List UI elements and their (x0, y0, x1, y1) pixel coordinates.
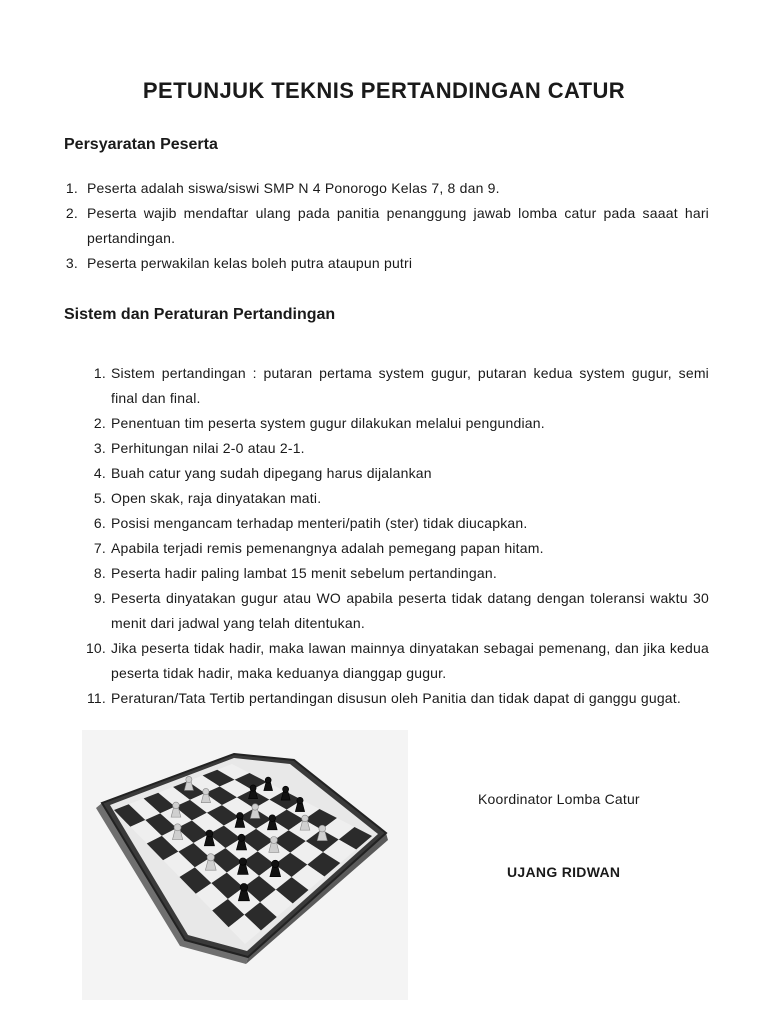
list-item (86, 586, 709, 636)
section-heading-requirements: Persyaratan Peserta (64, 136, 218, 153)
list-item (86, 486, 709, 511)
list-number: 6. (93, 515, 106, 531)
list-number: 11. (86, 690, 106, 706)
list-number: 1. (65, 180, 78, 196)
list-text: Buah catur yang sudah dipegang harus dijalankan (111, 465, 432, 481)
list-text: Jika peserta tidak hadir, maka lawan mainnya dinyatakan sebagai pemenang, dan jika kedua peserta tidak hadir, maka keduanya dianggap gugur. (111, 640, 709, 681)
list-text: Penentuan tim peserta system gugur dilakukan melalui pengundian. (111, 415, 545, 431)
list-number: 2. (93, 415, 106, 431)
list-item (64, 176, 709, 201)
list-item (86, 686, 709, 711)
list-item (86, 636, 709, 686)
list-item (86, 361, 709, 411)
list-text: Peserta adalah siswa/siswi SMP N 4 Ponorogo Kelas 7, 8 dan 9. (87, 180, 500, 196)
list-text: Peserta wajib mendaftar ulang pada panitia penanggung jawab lomba catur pada saaat hari pertandingan. (87, 205, 709, 246)
list-text: Apabila terjadi remis pemenangnya adalah pemegang papan hitam. (111, 540, 544, 556)
list-item (86, 411, 709, 436)
list-text: Peserta perwakilan kelas boleh putra ataupun putri (87, 255, 413, 271)
list-item (64, 251, 709, 276)
rules-list (86, 361, 709, 711)
list-number: 9. (93, 590, 106, 606)
list-text: Sistem pertandingan : putaran pertama system gugur, putaran kedua system gugur, semi final dan final. (111, 365, 709, 406)
section-heading-rules: Sistem dan Peraturan Pertandingan (64, 306, 336, 323)
coordinator-name: UJANG RIDWAN (507, 864, 621, 880)
coordinator-role: Koordinator Lomba Catur (478, 791, 640, 807)
chessboard-photo (82, 730, 408, 1000)
list-item (86, 436, 709, 461)
list-number: 4. (93, 465, 106, 481)
list-text: Peserta hadir paling lambat 15 menit sebelum pertandingan. (111, 565, 497, 581)
list-item (86, 461, 709, 486)
list-item (64, 201, 709, 251)
list-text: Open skak, raja dinyatakan mati. (111, 490, 322, 506)
list-number: 8. (93, 565, 106, 581)
list-item (86, 561, 709, 586)
list-number: 7. (93, 540, 106, 556)
list-number: 3. (93, 440, 106, 456)
list-text: Peraturan/Tata Tertib pertandingan disusun oleh Panitia dan tidak dapat di ganggu gugat. (111, 690, 681, 706)
requirements-list (64, 176, 709, 276)
list-item (86, 536, 709, 561)
list-text: Peserta dinyatakan gugur atau WO apabila peserta tidak datang dengan toleransi waktu 30 menit dari jadwal yang telah ditentukan. (111, 590, 709, 631)
list-text: Posisi mengancam terhadap menteri/patih (ster) tidak diucapkan. (111, 515, 528, 531)
list-item (86, 511, 709, 536)
list-number: 2. (65, 205, 78, 221)
list-number: 3. (65, 255, 78, 271)
list-text: Perhitungan nilai 2-0 atau 2-1. (111, 440, 305, 456)
list-number: 5. (93, 490, 106, 506)
list-number: 10. (85, 640, 106, 656)
list-number: 1. (93, 365, 106, 381)
document-title: PETUNJUK TEKNIS PERTANDINGAN CATUR (142, 78, 626, 103)
